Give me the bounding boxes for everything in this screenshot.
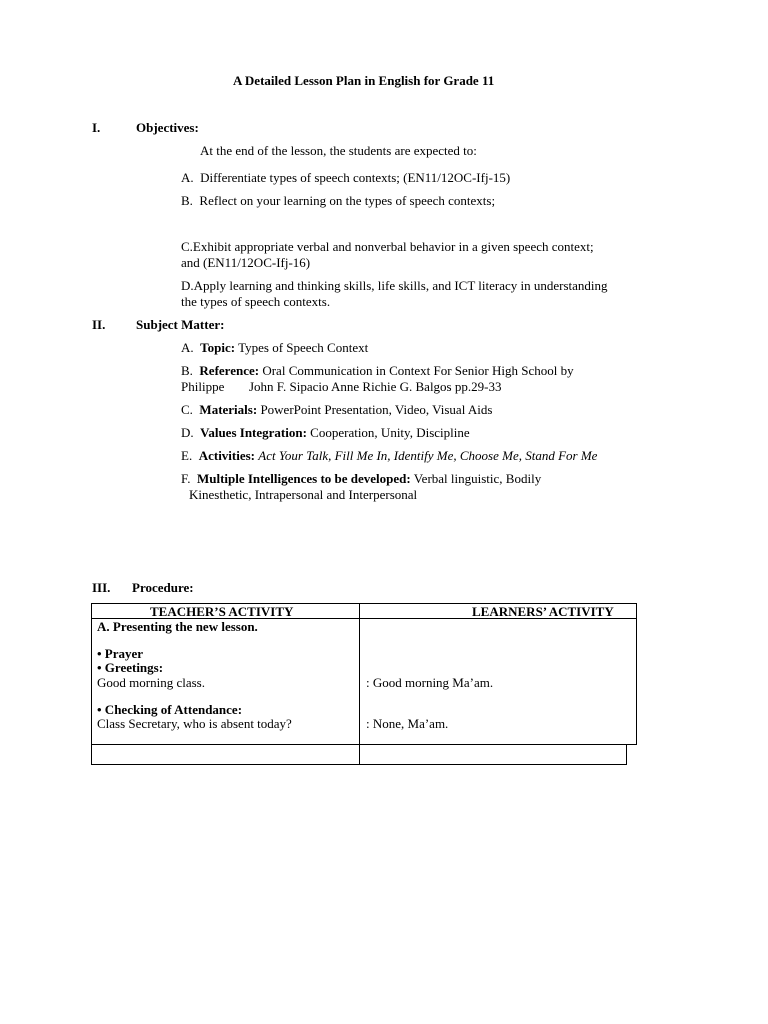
subject-label: Activities: — [198, 448, 256, 463]
objective-prefix: B. — [181, 193, 193, 208]
subject-text: Cooperation, Unity, Discipline — [310, 425, 470, 440]
section-numeral-procedure: III. — [92, 580, 111, 595]
subject-text: Verbal linguistic, Bodily — [413, 471, 542, 486]
objective-text: Reflect on your learning on the types of speech contexts; — [199, 193, 496, 208]
table-column-divider — [359, 603, 360, 765]
subject-text: Act Your Talk, Fill Me In, Identify Me, Choose Me, Stand For Me — [258, 448, 598, 463]
objective-item-a — [181, 170, 510, 185]
subject-item-activities — [181, 448, 597, 463]
subject-label: Reference: — [199, 363, 260, 378]
subject-item-topic — [181, 340, 368, 355]
teacher-attendance-text: Class Secretary, who is absent today? — [97, 716, 292, 731]
section-numeral-subject-matter: II. — [92, 317, 106, 332]
subject-label: Values Integration: — [200, 425, 307, 440]
section-heading-objectives: Objectives: — [136, 120, 199, 135]
objective-item-d-line2: the types of speech contexts. — [181, 294, 331, 309]
teacher-greeting-text: Good morning class. — [97, 675, 205, 690]
table-border-right-lower — [626, 744, 627, 765]
objective-text: Differentiate types of speech contexts; (EN11/12OC-Ifj-15) — [200, 170, 511, 185]
table-row-divider — [91, 744, 637, 745]
learner-greeting-reply: : Good morning Ma’am. — [366, 675, 494, 690]
table-border-left — [91, 603, 92, 765]
teacher-prayer: • Prayer — [97, 646, 144, 661]
subject-label: Materials: — [199, 402, 258, 417]
objective-item-b — [181, 193, 495, 208]
subject-label: Topic: — [200, 340, 236, 355]
objective-item-c-line2: and (EN11/12OC-Ifj-16) — [181, 255, 311, 270]
table-header-teacher: TEACHER’S ACTIVITY — [150, 604, 294, 619]
subject-item-values — [181, 425, 470, 440]
objective-item-d-line1: D.Apply learning and thinking skills, life skills, and ICT literacy in understanding — [181, 278, 608, 293]
subject-item-reference — [181, 363, 574, 378]
learner-attendance-reply: : None, Ma’am. — [366, 716, 449, 731]
subject-prefix: F. — [181, 471, 191, 486]
subject-label: Multiple Intelligences to be developed: — [196, 471, 411, 486]
table-border-right-upper — [636, 603, 637, 745]
table-header-learners: LEARNERS’ ACTIVITY — [472, 604, 614, 619]
subject-item-intelligences — [181, 471, 541, 486]
subject-prefix: E. — [181, 448, 193, 463]
objective-prefix: A. — [181, 170, 194, 185]
subject-text: Types of Speech Context — [238, 340, 369, 355]
subject-item-reference-line2b: John F. Sipacio Anne Richie G. Balgos pp.29-33 — [249, 379, 502, 394]
subject-prefix: B. — [181, 363, 193, 378]
subject-item-materials — [181, 402, 492, 417]
teacher-greetings: • Greetings: — [97, 660, 164, 675]
section-numeral-objectives: I. — [92, 120, 101, 135]
teacher-attendance: • Checking of Attendance: — [97, 702, 243, 717]
subject-text: Oral Communication in Context For Senior High School by — [262, 363, 574, 378]
subject-item-intelligences-line2: Kinesthetic, Intrapersonal and Interpersonal — [189, 487, 418, 502]
document-title: A Detailed Lesson Plan in English for Grade 11 — [233, 73, 495, 88]
objectives-intro: At the end of the lesson, the students are expected to: — [200, 143, 477, 158]
section-heading-subject-matter: Subject Matter: — [136, 317, 225, 332]
subject-prefix: C. — [181, 402, 193, 417]
subject-prefix: A. — [181, 340, 194, 355]
subject-item-reference-line2a: Philippe — [181, 379, 225, 394]
teacher-section-title: A. Presenting the new lesson. — [97, 619, 258, 634]
section-heading-procedure: Procedure: — [132, 580, 194, 595]
subject-prefix: D. — [181, 425, 194, 440]
subject-text: PowerPoint Presentation, Video, Visual Aids — [260, 402, 493, 417]
objective-item-c-line1: C.Exhibit appropriate verbal and nonverbal behavior in a given speech context; — [181, 239, 594, 254]
